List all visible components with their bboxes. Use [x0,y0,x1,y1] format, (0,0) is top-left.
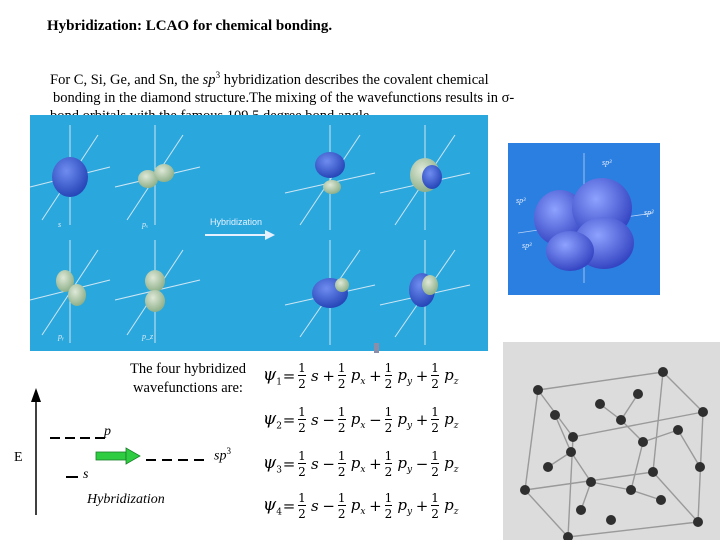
p-subscript: y [407,506,413,517]
fraction-numerator: 1 [431,405,439,419]
pz-term [441,410,461,431]
psi-index: 2 [276,421,282,432]
p-letter: p [397,409,407,428]
orbital-label: pₓ [142,220,149,229]
sign: + [369,497,382,515]
fraction-denominator: 2 [384,507,393,521]
p-letter: p [444,409,454,428]
sign: − [322,497,335,515]
s-term: s [311,455,319,473]
slide-title: Hybridization: LCAO for chemical bonding. [47,18,333,34]
fraction-numerator: 1 [431,491,439,505]
psi-index: 1 [276,377,282,388]
fraction-denominator: 2 [384,465,393,479]
psi-index: 3 [276,465,282,476]
px-term [348,410,369,431]
fraction-denominator: 2 [431,421,439,435]
p-subscript: x [360,376,366,387]
sign: + [415,497,429,515]
sp3-level-dash [146,459,156,461]
s-term: s [311,497,319,515]
px-term [348,496,369,517]
hybridization-process-label: Hybridization [87,492,165,507]
sign: − [415,455,429,473]
p-letter: p [397,495,407,514]
sp3-superscript: 3 [226,446,231,456]
p-letter: p [397,453,407,472]
psi-letter: ψ [262,408,277,429]
fraction-denominator: 2 [337,377,346,391]
p-letter: p [397,365,407,384]
fraction-numerator: 1 [298,405,306,419]
p-level-dash [50,437,60,439]
p-subscript: y [407,376,413,387]
fraction-numerator: 1 [384,361,393,375]
p-letter: p [444,495,454,514]
fraction [382,449,394,479]
fraction-numerator: 1 [431,361,439,375]
p-subscript: x [360,506,366,517]
pz-term [441,496,461,517]
p-level-dash [80,437,90,439]
equals-sign: = [282,497,296,515]
p-subscript: z [453,464,459,475]
p-subscript: z [453,376,459,387]
equals-sign: = [282,411,296,429]
fraction-numerator: 1 [298,491,306,505]
fraction-denominator: 2 [298,507,306,521]
sp3-level-label [214,446,231,465]
wavefunction-equation [256,484,468,528]
py-term [394,366,415,387]
sign: + [322,367,335,385]
fraction [296,449,308,479]
sp3-lobe-label: sp³ [516,196,526,205]
psi-letter: ψ [262,364,277,385]
sp3-level-dash [194,459,204,461]
fraction-numerator: 1 [384,449,393,463]
intro-text: For C, Si, Ge, and Sn, the [50,71,203,88]
fraction-numerator: 1 [298,361,306,375]
s-level-label: s [83,467,89,482]
fraction [336,361,348,391]
fraction-denominator: 2 [431,377,439,391]
sp3-lobe-label: sp³ [602,158,612,167]
fraction-denominator: 2 [337,507,346,521]
fraction-denominator: 2 [298,421,306,435]
wavefunction-equation [256,398,468,442]
fraction [296,491,308,521]
psi-index: 4 [276,507,282,518]
fraction-numerator: 1 [298,449,306,463]
fraction-numerator: 1 [384,491,393,505]
fraction-denominator: 2 [298,465,306,479]
sign: + [415,367,429,385]
pz-term [441,454,461,475]
fraction-denominator: 2 [431,507,439,521]
psi-letter: ψ [262,452,277,473]
fraction [429,361,441,391]
p-letter: p [444,365,454,384]
s-level-dash [66,476,78,478]
p-level-dash [65,437,75,439]
wavefunction-equation [256,354,468,398]
fraction [429,405,441,435]
fraction-numerator: 1 [337,491,346,505]
sp3-lobe-label: sp³ [644,208,654,217]
fraction-numerator: 1 [431,449,439,463]
fraction [336,491,348,521]
px-term [348,454,369,475]
sp3-orbital-figure [508,143,660,295]
wavefunctions-caption: The four hybridized wavefunctions are: [130,361,246,396]
sign: − [322,411,335,429]
fraction-numerator: 1 [384,405,393,419]
p-subscript: z [453,420,459,431]
py-term [394,496,415,517]
equals-sign: = [282,455,296,473]
sign: + [415,411,429,429]
figure-connector [374,343,379,353]
fraction [429,491,441,521]
py-term [394,410,415,431]
sign: − [369,411,382,429]
diamond-crystal-figure [503,342,720,540]
sp-term: sp [202,71,216,88]
fraction-denominator: 2 [384,421,393,435]
hybridization-arrow-label: Hybridization [210,217,263,227]
fraction [296,361,308,391]
sign: + [369,455,382,473]
fraction [382,491,394,521]
fraction-numerator: 1 [337,449,346,463]
p-subscript: z [453,506,459,517]
p-subscript: y [407,420,413,431]
sp3-level-dash [178,459,188,461]
fraction-denominator: 2 [384,377,393,391]
energy-axis-label: E [14,450,23,465]
p-subscript: y [407,464,413,475]
fraction [336,449,348,479]
fraction-numerator: 1 [337,361,346,375]
sp3-level-dash [162,459,172,461]
orbital-label: s [58,220,62,229]
p-letter: p [350,409,361,428]
fraction [429,449,441,479]
fraction-denominator: 2 [298,377,306,391]
p-letter: p [444,453,454,472]
p-letter: p [350,365,361,384]
psi-letter: ψ [262,494,277,515]
sp3-drawing [508,143,660,295]
fraction-denominator: 2 [337,465,346,479]
p-letter: p [350,453,361,472]
sign: − [322,455,335,473]
py-term [394,454,415,475]
sign: + [369,367,382,385]
s-term: s [311,411,319,429]
orbital-label: pᵧ [58,332,64,341]
px-term [348,366,369,387]
fraction [382,361,394,391]
p-level-label: p [104,424,111,439]
sp3-lobe-label: sp³ [522,241,532,250]
fraction-denominator: 2 [337,421,346,435]
pz-term [441,366,461,387]
p-subscript: x [360,420,366,431]
intro-line-2: bonding in the diamond structure.The mixing of the wavefunctions results in σ- [53,89,515,106]
fraction-denominator: 2 [431,465,439,479]
p-letter: p [350,495,361,514]
fraction [296,405,308,435]
equals-sign: = [282,367,296,385]
orbital-label: p_z [142,332,154,341]
p-subscript: x [360,464,366,475]
sp-superscript: 3 [215,70,221,80]
fraction [336,405,348,435]
s-term: s [311,367,319,385]
crystal-drawing [503,342,720,540]
wavefunction-equation [256,442,468,486]
sp3-text: sp [214,448,227,464]
intro-text: hybridization describes the covalent chemical [220,71,489,88]
fraction [382,405,394,435]
fraction-numerator: 1 [337,405,346,419]
